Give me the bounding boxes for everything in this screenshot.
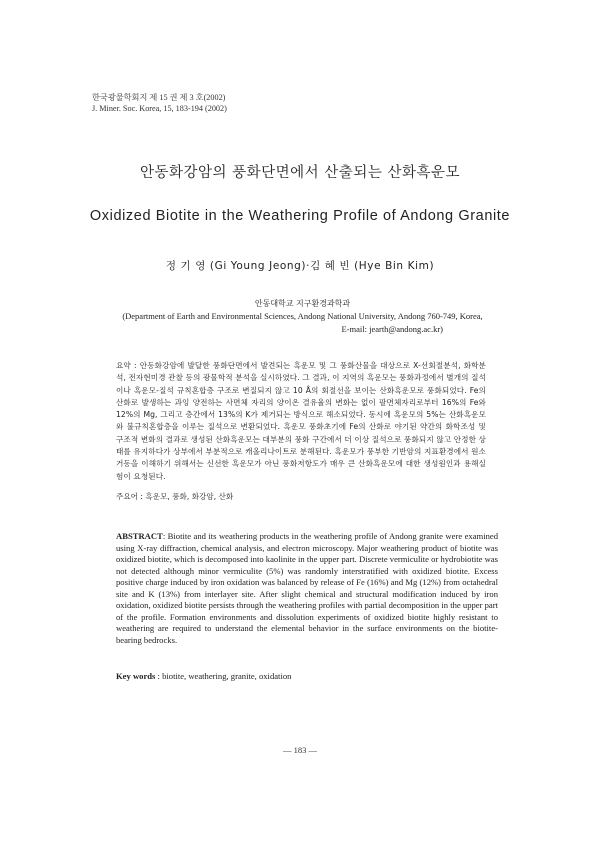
journal-citation-en: J. Miner. Soc. Korea, 15, 183-194 (2002) bbox=[92, 104, 227, 113]
keywords-english-text: : biotite, weathering, granite, oxidation bbox=[157, 671, 292, 681]
abstract-label: ABSTRACT bbox=[116, 531, 163, 541]
authors: 정 기 영 (Gi Young Jeong)·김 혜 빈 (Hye Bin Kim) bbox=[165, 260, 435, 272]
title-korean: 안동화강암의 풍화단면에서 산출되는 산화흑운모 bbox=[140, 165, 460, 181]
abstract-english bbox=[116, 531, 498, 646]
journal-citation-kr: 한국광물학회지 제 15 권 제 3 호(2002) bbox=[92, 93, 226, 102]
keywords-label: Key words bbox=[116, 671, 156, 681]
journal-citation bbox=[92, 92, 227, 114]
affiliation-korean: 안동대학교 지구환경과학과 bbox=[254, 299, 351, 308]
title-english: Oxidized Biotite in the Weathering Profile of Andong Granite bbox=[89, 208, 511, 224]
abstract-english-text: : Biotite and its weathering products in the weathering profile of Andong granite were examined using X-ray diffraction, chemical analysis, and electron microscopy. Major weathering product of biotite was oxidized biotite, which is decomposed into kaolinite in the upper part. Discrete vermiculite or hydrobiotite was not detected although minor vermiculite (5%) was randomly interstratified with oxidized biotite. Excess positive charge induced by iron oxidation was balanced by release of Fe (16%) and Mg (12%) from octahedral site and K (13%) from interlayer site. After slight chemical and structural modification induced by iron oxidation, oxidized biotite persists through the weathering profiles with partial decomposition in the upper part of the profile. Formation environments and dissolution experiments of oxidized biotite highly resistant to weathering are required to understand the elemental behavior in the surface environments on the biotite-bearing bedrocks. bbox=[116, 531, 498, 645]
abstract-korean: 요약 : 안동화강암에 발달한 풍화단면에서 발견되는 흑운모 및 그 풍화산물을 대상으로 X-선회절분석, 화학분석, 전자현미경 관찰 등의 광물학적 분석을 실시하였다. 그 결과, 이 지역의 흑운모는 풍화과정에서 별개의 질석이나 흑운모-질석 규칙혼합층 구조로 변질되지 않고 10 Å의 회절선을 보이는 산화흑운모로 풍화되었다. Fe의 산화로 발생하는 과잉 양전하는 사면체 자리의 양이온 결유율의 변화는 없이 팔면체자리로부터 16%의 Fe와 12%의 Mg, 그리고 층간에서 13%의 K가 제거되는 방식으로 해소되었다. 동시에 흑운모의 5%는 산화흑운모와 불규칙혼합층을 이루는 질석으로 변환되었다. 흑운모 풍화초기에 Fe의 산화로 야기된 약간의 화학조성 및 구조적 변화의 결과로 생성된 산화흑운모는 대부분의 풍화 구간에서 더 이상 질석으로 풍화되지 않고 안정한 상태를 유지하다가 상부에서 부분적으로 캐올리나이트로 분해된다. 흑운모가 풍부한 기반암의 지표환경에서 원소거동을 이해하기 위해서는 신선한 흑운모가 아닌 풍화저항도가 매우 큰 산화흑운모에 대한 생성원인과 용해실험이 요청된다. bbox=[116, 361, 486, 481]
page-number: ― 183 ― bbox=[283, 745, 317, 755]
keywords-korean: 주요어 : 흑운모, 풍화, 화강암, 산화 bbox=[116, 492, 234, 501]
affiliation-email: E-mail: jearth@andong.ac.kr) bbox=[341, 323, 443, 334]
affiliation bbox=[110, 298, 495, 335]
keywords-english bbox=[116, 671, 291, 681]
affiliation-english: (Department of Earth and Environmental Sciences, Andong National University, Andong 760-749, Korea, bbox=[122, 311, 483, 322]
